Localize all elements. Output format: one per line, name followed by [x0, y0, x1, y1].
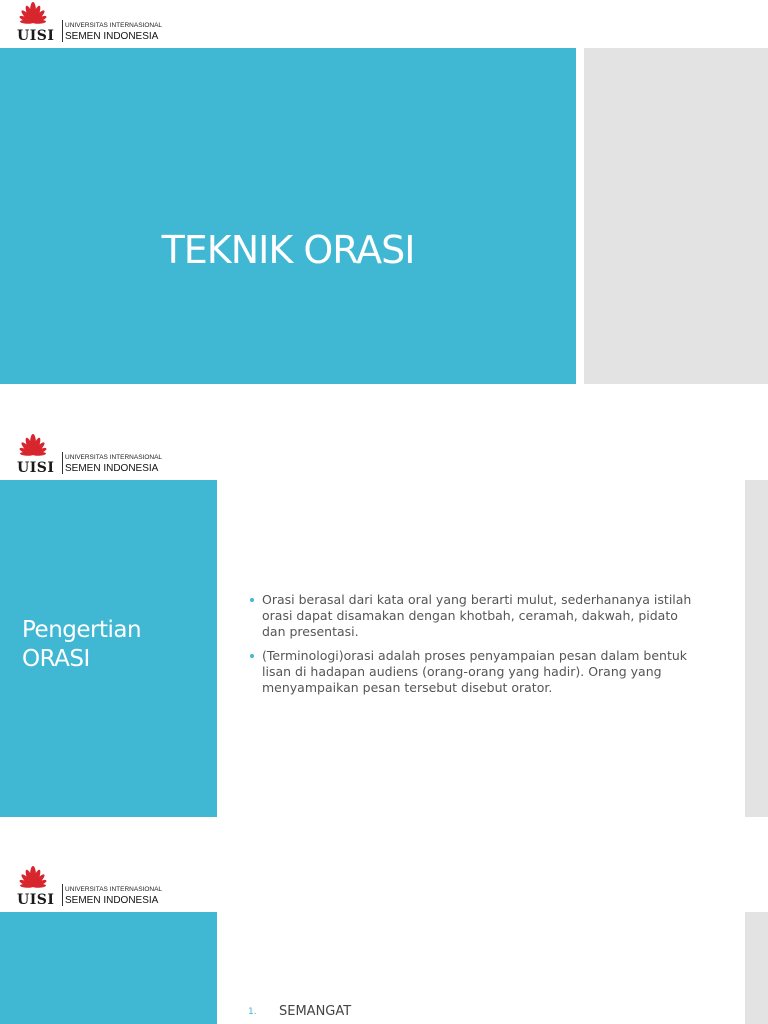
logo-university-line: UNIVERSITAS INTERNASIONAL — [65, 454, 163, 461]
bullet-text: (Terminologi)orasi adalah proses penyampaian pesan dalam bentuk lisan di hadapan audiens (orang-orang yang hadir). Orang yang menyampaikan pesan tersebut disebut orator. — [262, 648, 688, 695]
logo-divider — [62, 884, 63, 906]
logo-abbr: UISI — [17, 28, 55, 44]
gray-panel — [584, 48, 768, 384]
section-title-line2: ORASI — [22, 646, 90, 672]
logo-university-line: UNIVERSITAS INTERNASIONAL — [65, 886, 163, 893]
logo-name-line: SEMEN INDONESIA — [65, 31, 159, 42]
section-title-panel — [0, 912, 217, 1024]
section-title — [22, 616, 141, 674]
uisi-logo — [10, 0, 163, 48]
uisi-logo — [10, 432, 163, 480]
logo-name-line: SEMEN INDONESIA — [65, 895, 159, 906]
title-panel — [0, 48, 576, 384]
logo-divider — [62, 20, 63, 42]
slide-title-text: TEKNIK ORASI — [161, 228, 415, 272]
uisi-logo — [10, 864, 163, 912]
bullet-dot-icon — [250, 654, 254, 658]
bullet-dot-icon — [250, 598, 254, 602]
bullet-item — [248, 592, 698, 640]
gray-strip — [745, 912, 768, 1024]
slide-title — [0, 0, 768, 400]
list-number: 1. — [248, 1007, 257, 1017]
slide-pengertian — [0, 432, 768, 832]
bullet-list — [248, 592, 698, 704]
logo-name-line: SEMEN INDONESIA — [65, 463, 159, 474]
section-title-panel — [0, 480, 217, 817]
bullet-text: Orasi berasal dari kata oral yang berarti mulut, sederhananya istilah orasi dapat disamakan dengan khotbah, ceramah, dakwah, pidato dan presentasi. — [262, 592, 692, 639]
slide-list — [0, 864, 768, 1024]
gray-strip — [745, 480, 768, 817]
logo-abbr: UISI — [17, 460, 55, 476]
list-label: SEMANGAT — [279, 1004, 352, 1019]
bullet-item — [248, 648, 698, 696]
logo-divider — [62, 452, 63, 474]
section-title-line1: Pengertian — [22, 617, 142, 643]
logo-abbr: UISI — [17, 892, 55, 908]
logo-university-line: UNIVERSITAS INTERNASIONAL — [65, 22, 163, 29]
